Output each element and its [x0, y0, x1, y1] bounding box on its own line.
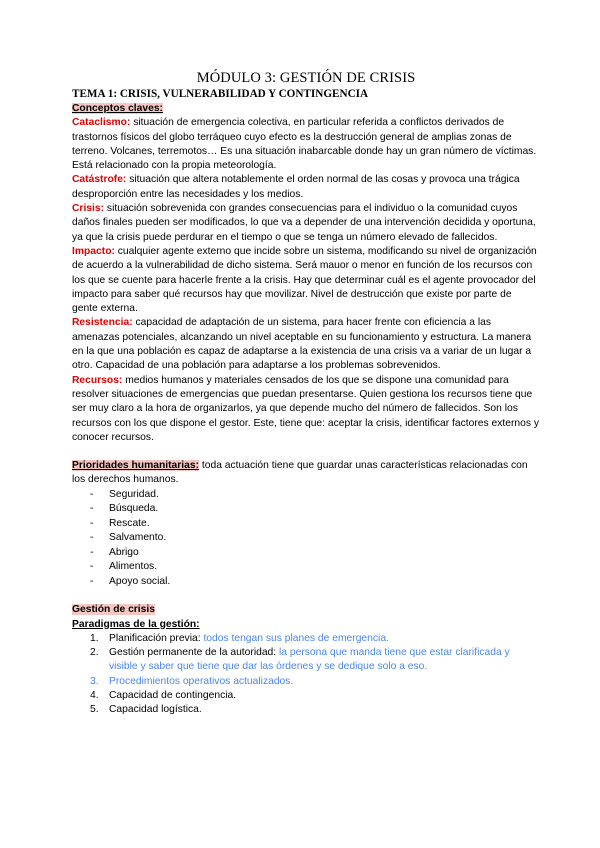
definition [72, 202, 540, 245]
definitions-list [72, 116, 540, 445]
conceptos-heading: Conceptos claves: [72, 103, 163, 114]
list-item: - Alimentos. [90, 560, 540, 575]
list-item [90, 703, 540, 717]
definition-term: Resistencia: [72, 317, 133, 329]
list-item [90, 632, 540, 646]
item-number: 2. [90, 647, 99, 659]
paradigmas-heading: Paradigmas de la gestión: [72, 618, 200, 630]
definition-text: cualquier agente externo que incide sobre un sistema, modificando su nivel de organización de acuerdo a la vulnerabilidad de dicho sistema. Será mauor o menor en función de los recursos con los que se cuente para hacerle frente a la crisis. Hay que determinar cuál es el agente provocador del impacto para saber qué recursos hay que movilizar. Nivel de destrucción que existe por parte de gente externa. [72, 245, 537, 315]
list-item: - Salvamento. [90, 531, 540, 546]
definition-text: situación que altera notablemente el orden normal de las cosas y provoca una trágica desproporción entre las necesidades y los medios. [72, 174, 520, 200]
prioridades-paragraph [72, 459, 540, 488]
item-label: Planificación previa: [109, 632, 204, 644]
item-detail: todos tengan sus planes de emergencia. [203, 632, 389, 644]
list-item: - Búsqueda. [90, 502, 540, 517]
list-item: - Rescate. [90, 517, 540, 532]
definition-text: situación sobrevenida con grandes consecuencias para el individuo o la comunidad cuyos daños finales pueden ser modificados, lo que va a depender de una intervención decidida y oportuna, ya que la crisis puede perdurar en el tiempo o que se tenga un número elevado de fallecidos. [72, 203, 536, 243]
definition-term: Impacto: [72, 245, 115, 257]
definition-term: Crisis: [72, 203, 105, 215]
item-detail: la persona que manda tiene que estar clarificada y visible y saber que tiene que dar las órdenes y se dedique solo a eso. [109, 647, 510, 673]
item-label: Capacidad logística. [109, 704, 202, 716]
list-item [90, 646, 540, 675]
paradigmas-list [72, 632, 540, 718]
item-number: 4. [90, 690, 99, 701]
list-item [90, 675, 540, 689]
item-number: 3. [90, 675, 99, 687]
topic-heading: TEMA 1: CRISIS, VULNERABILIDAD Y CONTINGENCIA [72, 88, 369, 100]
module-title: MÓDULO 3: GESTIÓN DE CRISIS [196, 70, 416, 86]
list-item: - Apoyo social. [90, 575, 540, 590]
document-page [72, 70, 540, 718]
prioridades-list [72, 488, 540, 590]
definition [72, 316, 540, 373]
definition [72, 173, 540, 202]
definition-term: Cataclismo: [72, 117, 131, 129]
definition [72, 116, 540, 173]
definition-text: capacidad de adaptación de un sistema, para hacer frente con eficiencia a las amenazas potenciales, alcanzando un nivel aceptable en su funcionamiento y estructura. La manera en la que una población es capaz de adaptarse a la existencia de una crisis va a variar de un lugar a otro. Capacidad de una población para adaptarse a los problemas sobrevenidos. [72, 317, 532, 372]
definition-term: Catástrofe: [72, 174, 127, 186]
item-label: Gestión permanente de la autoridad: [109, 647, 280, 659]
list-item [90, 689, 540, 703]
definition-term: Recursos: [72, 374, 123, 386]
list-item: - Seguridad. [90, 488, 540, 503]
item-detail: Procedimientos operativos actualizados. [109, 675, 294, 687]
definition-text: medios humanos y materiales censados de los que se dispone una comunidad para resolver situaciones de emergencias que puedan presentarse. Quien gestiona los recursos tiene que ser muy claro a la hora de organizarlos, ya que depende mucho del número de fallecidos. Son los recursos con los que dispone el gestor. Este, tiene que: aceptar la crisis, identificar factores externos y conocer recursos. [72, 374, 540, 443]
item-number: 5. [90, 704, 99, 716]
item-label: Capacidad de contingencia. [109, 690, 237, 701]
gestion-heading: Gestión de crisis [72, 604, 155, 616]
list-item: - Abrigo [90, 546, 540, 561]
prioridades-text: toda actuación tiene que guardar unas características relacionadas con los derechos humanos. [72, 460, 528, 486]
definition [72, 374, 540, 445]
prioridades-heading: Prioridades humanitarias: [72, 460, 200, 472]
item-number: 1. [90, 632, 99, 644]
definition-text: situación de emergencia colectiva, en particular referida a conflictos derivados de trastornos físicos del globo terráqueo cuyo efecto es la destrucción general de amplias zonas de terreno. Volcanes, terremotos… Es una situación inabarcable donde hay un gran número de víctimas. Está relacionado con la propia meteorología. [72, 117, 537, 172]
definition [72, 245, 540, 316]
